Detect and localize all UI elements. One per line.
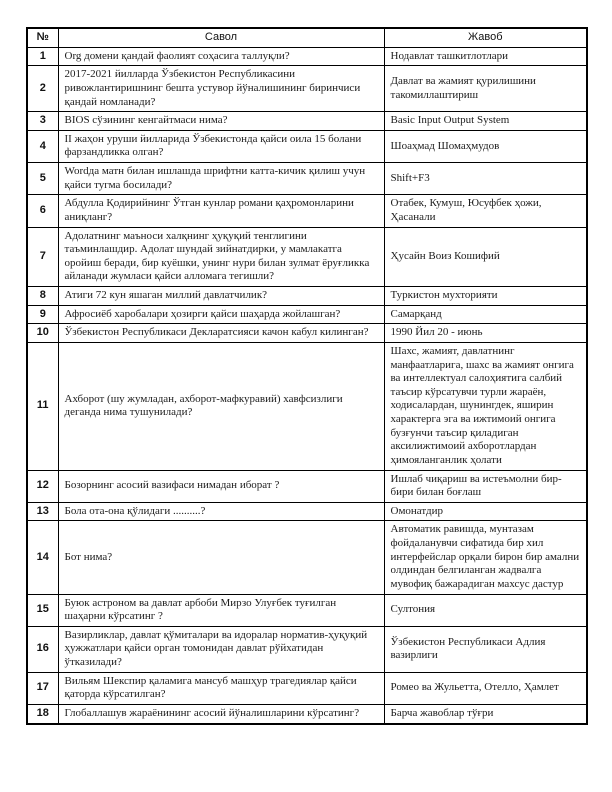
- quiz-table: [26, 27, 588, 725]
- question-cell: Ўзбекистон Республикаси Декларатсияси качон кабул килинган?: [58, 324, 384, 343]
- question-cell: Ахборот (шу жумладан, ахборот-мафкуравий) хавфсизлиги деганда нима тушунилади?: [58, 342, 384, 470]
- question-cell: Вильям Шекспир қаламига мансуб машҳур трагедиялар қайси қаторда кўрсатилган?: [58, 672, 384, 704]
- table-row: [27, 626, 587, 672]
- row-number: 5: [27, 163, 58, 195]
- table-row: [27, 163, 587, 195]
- question-cell: Атиги 72 кун яшаган миллий давлатчилик?: [58, 287, 384, 306]
- row-number: 13: [27, 502, 58, 521]
- answer-cell: Омонатдир: [384, 502, 587, 521]
- answer-cell: 1990 Йил 20 - июнь: [384, 324, 587, 343]
- row-number: 10: [27, 324, 58, 343]
- table-row: [27, 324, 587, 343]
- table-body: [27, 47, 587, 723]
- table-row: [27, 287, 587, 306]
- row-number: 18: [27, 704, 58, 723]
- table-row: [27, 342, 587, 470]
- answer-cell: Шоаҳмад Шомаҳмудов: [384, 130, 587, 162]
- row-number: 11: [27, 342, 58, 470]
- row-number: 2: [27, 66, 58, 112]
- row-number: 4: [27, 130, 58, 162]
- table-row: [27, 47, 587, 66]
- question-cell: Бола ота-она қўлидаги ..........?: [58, 502, 384, 521]
- table-header: [27, 28, 587, 47]
- answer-cell: Ўзбекистон Республикаси Адлия вазирлиги: [384, 626, 587, 672]
- answer-cell: Shift+F3: [384, 163, 587, 195]
- row-number: 1: [27, 47, 58, 66]
- question-cell: Адолатнинг маъноси халқнинг ҳуқуқий тенглигини таъминлашдир. Адолат шундай зийнатдирки, у мамлакатга оройиш беради, бир куёшки, унинг нури билан зулмат ёруғликка айланади жумласи қайси алломага тегишли?: [58, 227, 384, 287]
- row-number: 7: [27, 227, 58, 287]
- question-cell: Абдулла Қодирийнинг Ўтган кунлар романи қаҳромонларини аниқланг?: [58, 195, 384, 227]
- row-number: 8: [27, 287, 58, 306]
- table-row: [27, 704, 587, 723]
- answer-cell: Ромео ва Жульетта, Отелло, Ҳамлет: [384, 672, 587, 704]
- answer-cell: Туркистон мухторияти: [384, 287, 587, 306]
- table-row: [27, 502, 587, 521]
- row-number: 15: [27, 594, 58, 626]
- question-cell: BIOS сўзининг кенгайтмаси нима?: [58, 112, 384, 131]
- row-number: 16: [27, 626, 58, 672]
- answer-cell: Basic Input Output System: [384, 112, 587, 131]
- question-cell: Афросиёб харобалари ҳозирги қайси шаҳарда жойлашган?: [58, 305, 384, 324]
- question-cell: 2017-2021 йилларда Ўзбекистон Республикасини ривожлантиришнинг бешта устувор йўналишининг биринчиси қандай номланади?: [58, 66, 384, 112]
- answer-cell: Автоматик равишда, мунтазам фойдаланувчи сифатида бир хил интерфейслар орқали бирон бир амални олдиндан белгиланган жадвалга мувофиқ бажарадиган махсус дастур: [384, 521, 587, 594]
- question-cell: Буюк астроном ва давлат арбоби Мирзо Улуғбек туғилган шаҳарни кўрсатинг ?: [58, 594, 384, 626]
- row-number: 14: [27, 521, 58, 594]
- answer-cell: Отабек, Кумуш, Юсуфбек ҳожи, Ҳасанали: [384, 195, 587, 227]
- row-number: 6: [27, 195, 58, 227]
- question-cell: Org домени қандай фаолият соҳасига таллуқли?: [58, 47, 384, 66]
- table-row: [27, 112, 587, 131]
- answer-cell: Ишлаб чиқариш ва истеъмолни бир-бири билан боғлаш: [384, 470, 587, 502]
- answer-cell: Султония: [384, 594, 587, 626]
- header-number: №: [27, 28, 58, 47]
- header-question: Савол: [58, 28, 384, 47]
- row-number: 9: [27, 305, 58, 324]
- answer-cell: Давлат ва жамият қурилишини такомиллаштириш: [384, 66, 587, 112]
- header-answer: Жавоб: [384, 28, 587, 47]
- answer-cell: Барча жавоблар тўғри: [384, 704, 587, 723]
- table-row: [27, 470, 587, 502]
- row-number: 3: [27, 112, 58, 131]
- question-cell: Вазирликлар, давлат қўмиталари ва идоралар норматив-ҳуқуқий ҳужжатлари қайси орган томонидан давлат рўйхатидан ўтказилади?: [58, 626, 384, 672]
- question-cell: Глобаллашув жараёнининг асосий йўналишларини кўрсатинг?: [58, 704, 384, 723]
- answer-cell: Шахс, жамият, давлатнинг манфаатларига, шахс ва жамият онгига ва интеллектуал салоҳиятига салбий таъсир кўрсатувчи турли жараён, ходисалардан, шунингдек, яширин характерга эга ва ижтимоий онгига бузғунчи таъсир қиладиган аксилижтимоий ахборотлардан ҳимояланганлик ҳолати: [384, 342, 587, 470]
- table-row: [27, 305, 587, 324]
- row-number: 17: [27, 672, 58, 704]
- table-row: [27, 521, 587, 594]
- question-cell: II жаҳон уруши йилларида Ўзбекистонда қайси оила 15 болани фарзандликка олган?: [58, 130, 384, 162]
- question-cell: Бозорнинг асосий вазифаси нимадан иборат ?: [58, 470, 384, 502]
- table-row: [27, 672, 587, 704]
- table-row: [27, 195, 587, 227]
- table-row: [27, 130, 587, 162]
- table-row: [27, 227, 587, 287]
- question-cell: Бот нима?: [58, 521, 384, 594]
- table-row: [27, 594, 587, 626]
- row-number: 12: [27, 470, 58, 502]
- header-row: [27, 28, 587, 47]
- question-cell: Wordда матн билан ишлашда шрифтни катта-кичик қилиш учун қайси тугма босилади?: [58, 163, 384, 195]
- answer-cell: Нодавлат ташкитлотлари: [384, 47, 587, 66]
- table-row: [27, 66, 587, 112]
- answer-cell: Ҳусайн Воиз Кошифий: [384, 227, 587, 287]
- answer-cell: Самарқанд: [384, 305, 587, 324]
